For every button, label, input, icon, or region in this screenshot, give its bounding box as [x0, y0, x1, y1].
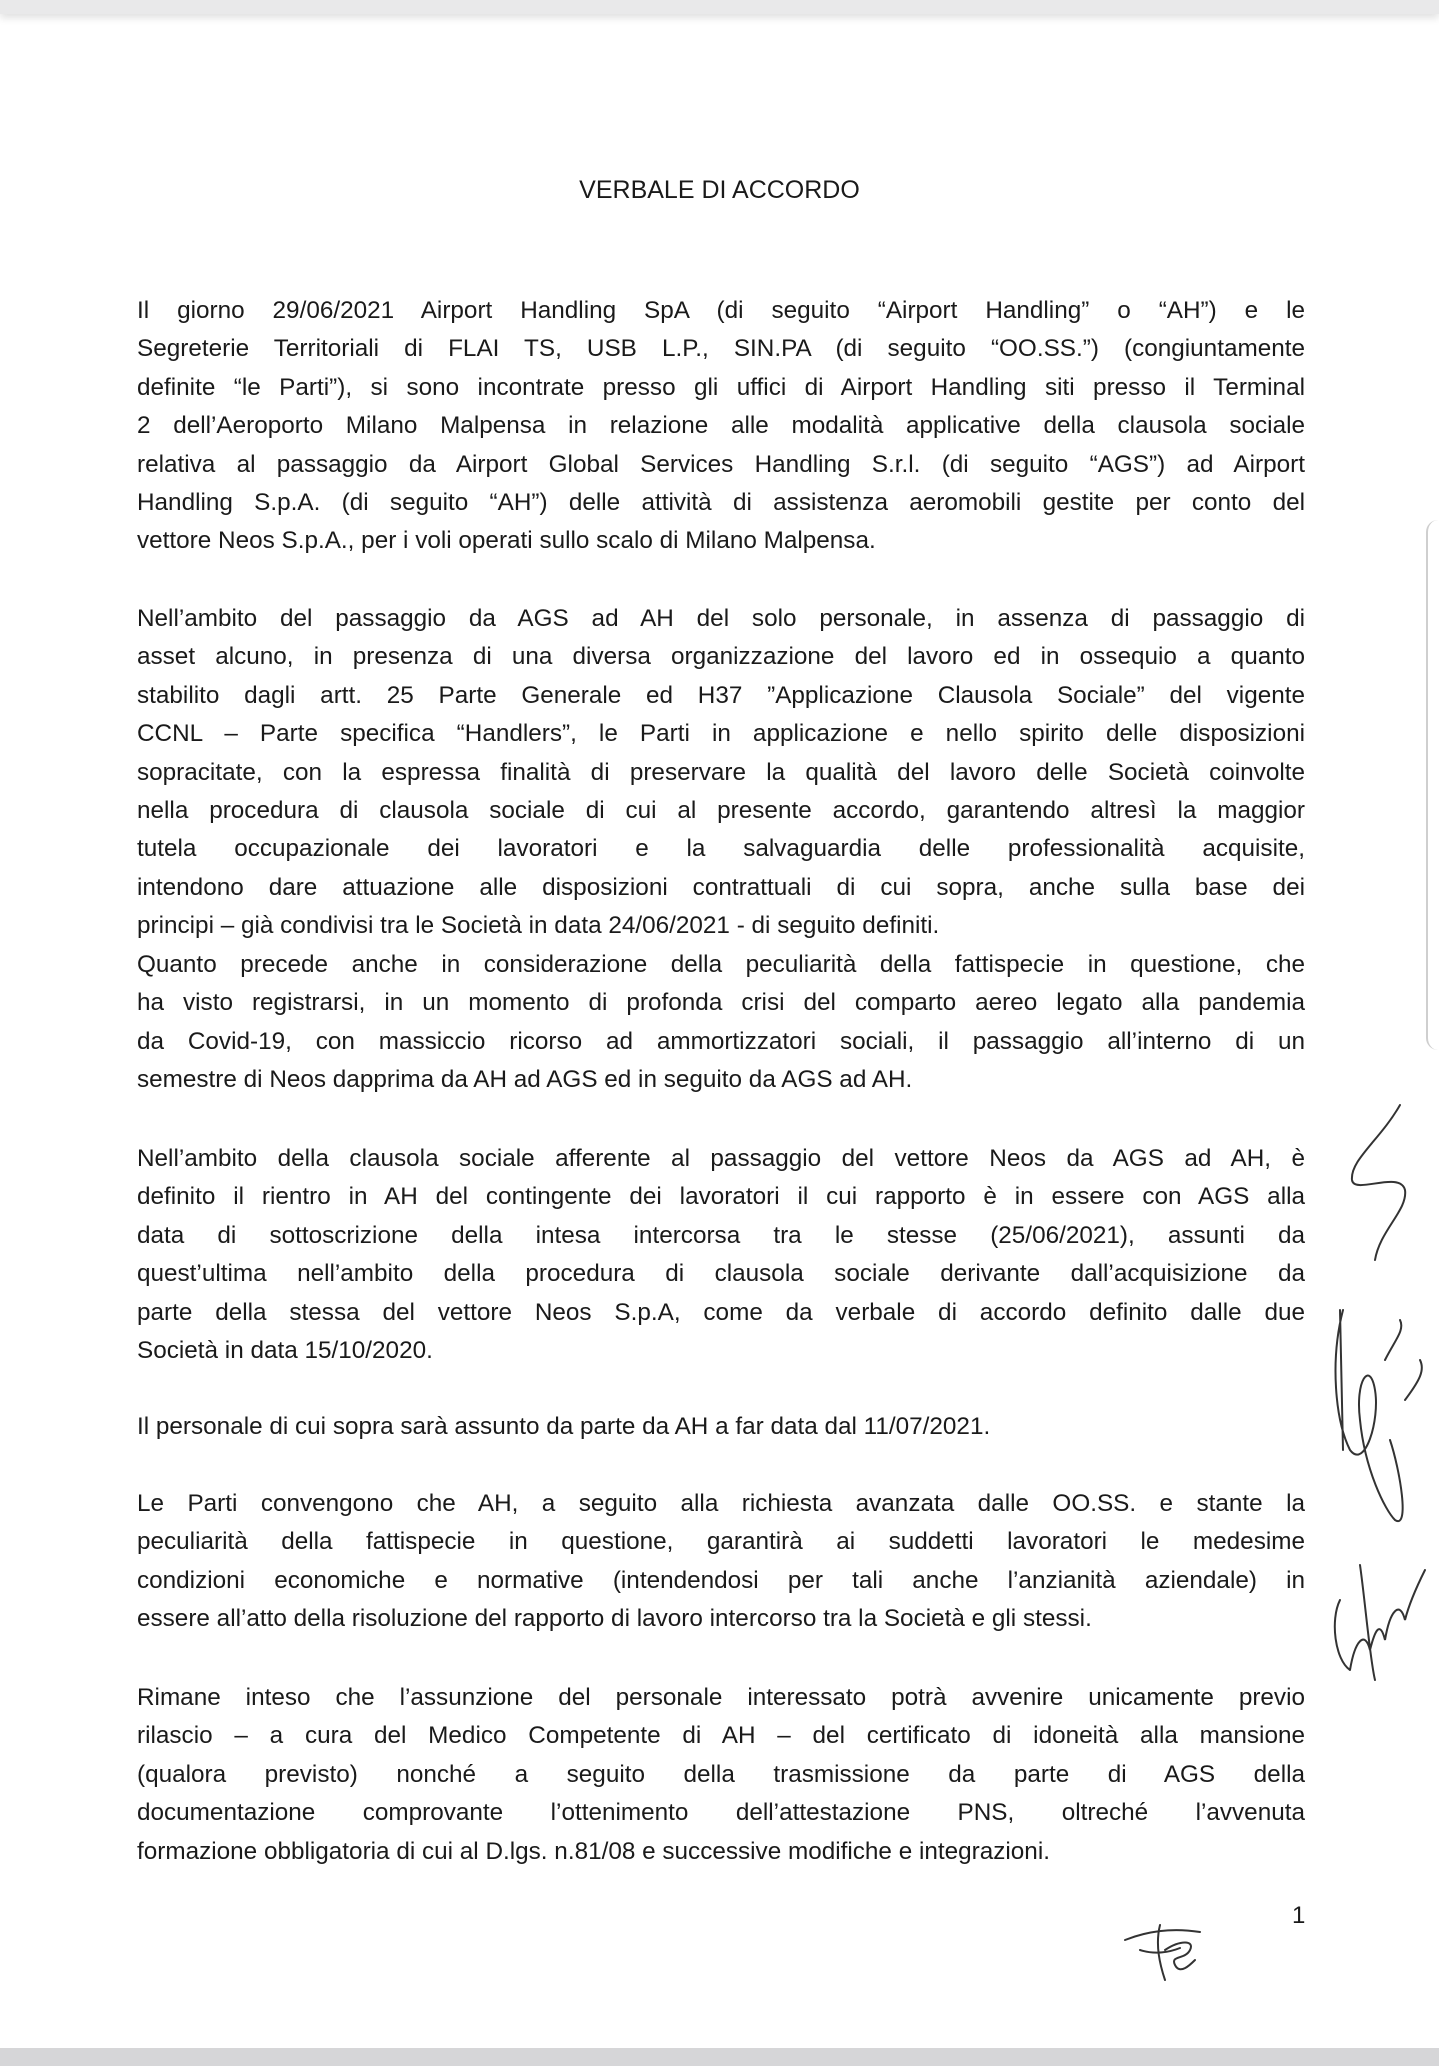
signature-2 [1325, 1300, 1435, 1540]
signature-3 [1325, 1560, 1435, 1700]
text-line: Segreterie Territoriali di FLAI TS, USB L.P., SIN.PA (di seguito “OO.SS.”) (congiuntamente [137, 335, 1305, 363]
text-line: definito il rientro in AH del contingente dei lavoratori il cui rapporto è in essere con AGS alla [137, 1183, 1305, 1211]
document-title: VERBALE DI ACCORDO [579, 176, 860, 204]
text-line: 2 dell’Aeroporto Milano Malpensa in relazione alle modalità applicative della clausola sociale [137, 412, 1305, 440]
text-line: nella procedura di clausola sociale di cui al presente accordo, garantendo altresì la maggior [137, 797, 1305, 825]
text-line: Nell’ambito del passaggio da AGS ad AH del solo personale, in assenza di passaggio di [137, 605, 1305, 632]
text-line: semestre di Neos dapprima da AH ad AGS ed in seguito da AGS ad AH. [137, 1066, 913, 1094]
scrollbar[interactable] [1426, 520, 1439, 1050]
text-line: documentazione comprovante l’ottenimento dell’attestazione PNS, oltreché l’avvenuta [137, 1799, 1305, 1827]
text-line: Il giorno 29/06/2021 Airport Handling SpA (di seguito “Airport Handling” o “AH”) e le [137, 297, 1305, 324]
text-line: (qualora previsto) nonché a seguito della trasmissione da parte di AGS della [137, 1760, 1305, 1788]
text-line: principi – già condivisi tra le Società in data 24/06/2021 - di seguito definiti. [137, 912, 940, 940]
text-line: tutela occupazionale dei lavoratori e la salvaguardia delle professionalità acquisite, [137, 835, 1305, 863]
paragraph-5 [137, 1408, 1305, 1446]
text-line: Handling S.p.A. (di seguito “AH”) delle attività di assistenza aeromobili gestite per conto del [137, 489, 1305, 517]
text-line: parte della stessa del vettore Neos S.p.A, come da verbale di accordo definito dalle due [137, 1298, 1305, 1326]
paragraph-6 [137, 1485, 1305, 1639]
paragraph-1 [137, 292, 1305, 561]
text-line: stabilito dagli artt. 25 Parte Generale ed H37 ”Applicazione Clausola Sociale” del vigente [137, 681, 1305, 709]
text-line: CCNL – Parte specifica “Handlers”, le Parti in applicazione e nello spirito delle disposizioni [137, 720, 1305, 748]
signature-4 [1120, 1910, 1220, 1990]
text-line: Rimane inteso che l’assunzione del personale interessato potrà avvenire unicamente previo [137, 1684, 1305, 1711]
text-line: vettore Neos S.p.A., per i voli operati sullo scalo di Milano Malpensa. [137, 527, 876, 555]
text-line: quest’ultima nell’ambito della procedura di clausola sociale derivante dall’acquisizione da [137, 1260, 1305, 1288]
text-line: sopracitate, con la espressa finalità di preservare la qualità del lavoro delle Società coinvolte [137, 758, 1305, 786]
text-line: rilascio – a cura del Medico Competente di AH – del certificato di idoneità alla mansione [137, 1722, 1305, 1750]
text-line: da Covid-19, con massiccio ricorso ad ammortizzatori sociali, il passaggio all’interno di un [137, 1027, 1305, 1055]
paragraph-7 [137, 1679, 1305, 1871]
text-line: Le Parti convengono che AH, a seguito alla richiesta avanzata dalle OO.SS. e stante la [137, 1490, 1305, 1517]
paragraph-2 [137, 600, 1305, 946]
text-line: Società in data 15/10/2020. [137, 1337, 433, 1365]
text-line: Quanto precede anche in considerazione della peculiarità della fattispecie in questione, che [137, 951, 1305, 978]
text-line: asset alcuno, in presenza di una diversa organizzazione del lavoro ed in ossequio a quanto [137, 643, 1305, 671]
text-line: data di sottoscrizione della intesa intercorsa tra le stesse (25/06/2021), assunti da [137, 1221, 1305, 1249]
page-number: 1 [1292, 1902, 1306, 1929]
text-line: relativa al passaggio da Airport Global Services Handling S.r.l. (di seguito “AGS”) ad Airport [137, 450, 1305, 478]
text-line: intendono dare attuazione alle disposizioni contrattuali di cui sopra, anche sulla base dei [137, 873, 1305, 901]
signature-1 [1340, 1100, 1430, 1300]
text-line: condizioni economiche e normative (intendendosi per tali anche l’anzianità aziendale) in [137, 1566, 1305, 1594]
text-line: Il personale di cui sopra sarà assunto da parte da AH a far data dal 11/07/2021. [137, 1413, 991, 1440]
paragraph-4 [137, 1140, 1305, 1370]
text-line: definite “le Parti”), si sono incontrate presso gli uffici di Airport Handling siti presso il Terminal [137, 373, 1305, 401]
paragraph-3 [137, 946, 1305, 1100]
text-line: peculiarità della fattispecie in questione, garantirà ai suddetti lavoratori le medesime [137, 1528, 1305, 1556]
viewer-top-bar [0, 0, 1439, 14]
viewer-bottom-bar [0, 2048, 1439, 2066]
text-line: formazione obbligatoria di cui al D.lgs. n.81/08 e successive modifiche e integrazioni. [137, 1837, 1050, 1865]
text-line: essere all’atto della risoluzione del rapporto di lavoro intercorso tra la Società e gli stessi. [137, 1605, 1092, 1633]
text-line: Nell’ambito della clausola sociale afferente al passaggio del vettore Neos da AGS ad AH, è [137, 1145, 1305, 1172]
text-line: ha visto registrarsi, in un momento di profonda crisi del comparto aereo legato alla pandemia [137, 989, 1305, 1017]
